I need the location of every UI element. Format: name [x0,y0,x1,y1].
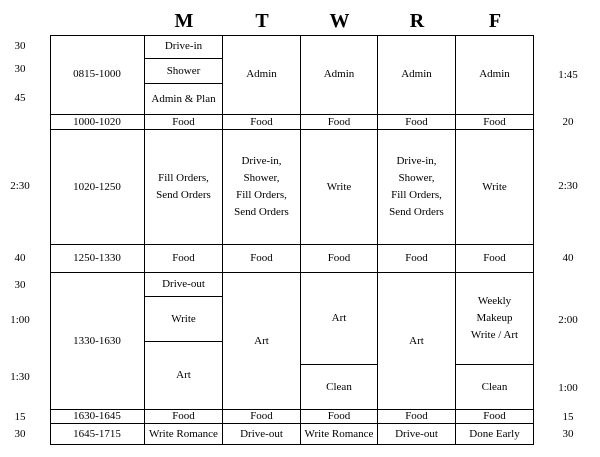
header-day-f: F [488,10,502,32]
mon-drive-in: Drive-in [145,35,223,59]
wed-write: Write [301,130,378,245]
wed-clean: Clean [301,365,378,410]
left-duration: 40 [14,252,26,264]
fri-clean: Clean [456,365,534,410]
fri-done-early: Done Early [456,424,534,445]
fri-food: Food [456,115,534,130]
right-duration: 15 [562,411,574,423]
right-duration: 1:00 [558,382,578,394]
left-duration: 15 [14,411,26,423]
right-duration: 2:00 [558,314,578,326]
fri-admin: Admin [456,35,534,115]
wed-art: Art [301,273,378,365]
fri-food: Food [456,245,534,273]
left-duration: 1:00 [10,314,30,326]
left-duration: 30 [14,279,26,291]
mon-food: Food [145,245,223,273]
thu-admin: Admin [378,35,456,115]
mon-food: Food [145,115,223,130]
wed-write-romance: Write Romance [301,424,378,445]
time-block: 1020-1250 [50,130,145,245]
tue-drive-out: Drive-out [223,424,301,445]
tue-food: Food [223,410,301,424]
left-duration: 30 [14,428,26,440]
time-block: 1000-1020 [50,115,145,130]
wed-food: Food [301,410,378,424]
mon-write: Write [145,297,223,342]
fri-weekly-makeup: Weekly Makeup Write / Art [456,273,534,365]
mon-shower: Shower [145,59,223,84]
time-block: 1645-1715 [50,424,145,445]
wed-admin: Admin [301,35,378,115]
mon-fill-orders: Fill Orders, Send Orders [145,130,223,245]
mon-write-romance: Write Romance [145,424,223,445]
thu-art: Art [378,273,456,410]
left-duration: 30 [14,40,26,52]
time-block: 1630-1645 [50,410,145,424]
right-duration: 30 [562,428,574,440]
fri-write: Write [456,130,534,245]
tue-admin: Admin [223,35,301,115]
left-duration: 30 [14,63,26,75]
left-duration: 2:30 [10,180,30,192]
header-day-w: W [329,10,350,32]
time-block: 1330-1630 [50,273,145,410]
right-duration: 20 [562,116,574,128]
left-duration: 45 [14,92,26,104]
tue-art: Art [223,273,301,410]
header-day-r: R [409,10,425,32]
fri-food: Food [456,410,534,424]
right-duration: 40 [562,252,574,264]
left-duration: 1:30 [10,371,30,383]
tue-food: Food [223,245,301,273]
header-day-t: T [255,10,269,32]
mon-drive-out: Drive-out [145,273,223,297]
right-duration: 2:30 [558,180,578,192]
tue-drive-in-mix: Drive-in, Shower, Fill Orders, Send Orders [223,130,301,245]
time-block: 1250-1330 [50,245,145,273]
mon-admin-plan: Admin & Plan [145,84,223,115]
thu-food: Food [378,115,456,130]
mon-art: Art [145,342,223,410]
tue-food: Food [223,115,301,130]
header-day-m: M [174,10,194,32]
wed-food: Food [301,115,378,130]
mon-food: Food [145,410,223,424]
thu-food: Food [378,245,456,273]
time-block: 0815-1000 [50,35,145,115]
thu-drive-in-mix: Drive-in, Shower, Fill Orders, Send Orders [378,130,456,245]
wed-food: Food [301,245,378,273]
right-duration: 1:45 [558,69,578,81]
thu-drive-out: Drive-out [378,424,456,445]
thu-food: Food [378,410,456,424]
